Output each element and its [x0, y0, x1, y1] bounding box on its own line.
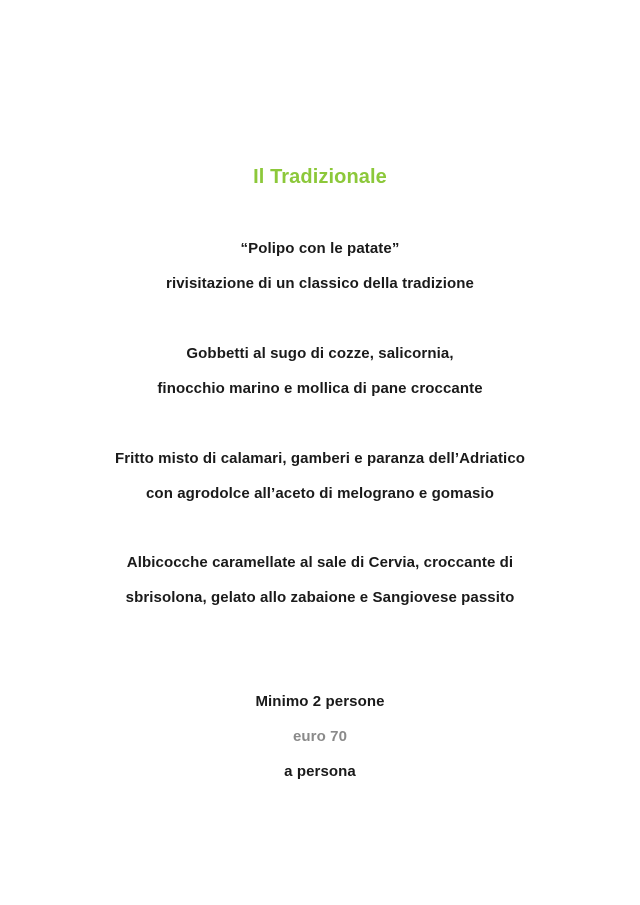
price-per-person: a persona — [284, 763, 356, 780]
minimum-persons: Minimo 2 persone — [255, 693, 385, 710]
course-2-description: finocchio marino e mollica di pane croccante — [157, 380, 483, 397]
course-4-description: sbrisolona, gelato allo zabaione e Sangiovese passito — [125, 589, 515, 606]
course-1-description: rivisitazione di un classico della tradizione — [166, 275, 474, 292]
price: euro 70 — [292, 728, 348, 745]
course-2-name: Gobbetti al sugo di cozze, salicornia, — [186, 345, 454, 362]
course-1-name: “Polipo con le patate” — [240, 240, 400, 257]
course-3-description: con agrodolce all’aceto di melograno e gomasio — [145, 485, 494, 502]
course-4-name: Albicocche caramellate al sale di Cervia, croccante di — [126, 554, 514, 571]
course-3-name: Fritto misto di calamari, gamberi e paranza dell’Adriatico — [114, 450, 526, 467]
menu-title: Il Tradizionale — [253, 166, 387, 188]
